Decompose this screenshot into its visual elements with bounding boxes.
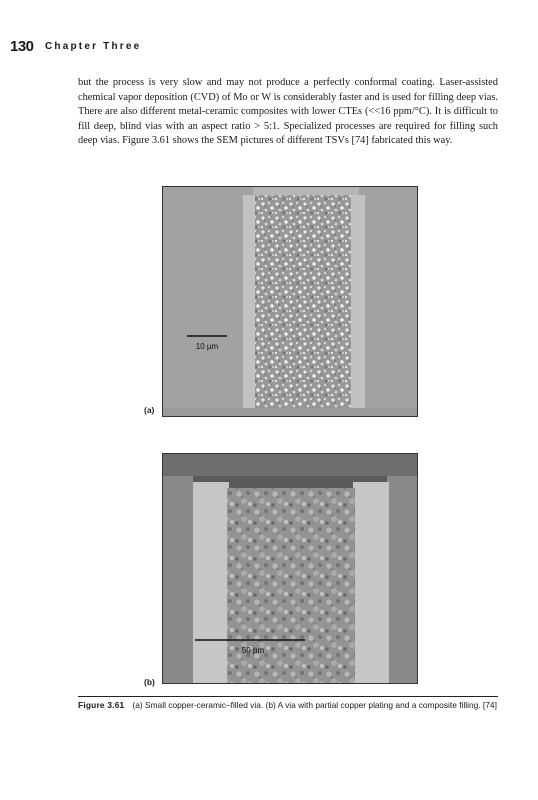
sem-image-b-graphic — [163, 454, 417, 683]
figure-caption-label: Figure 3.61 — [78, 700, 125, 710]
scale-bar-b-label: 50 µm — [241, 646, 265, 655]
caption-rule — [78, 696, 498, 697]
scale-bar-a-label: 10 µm — [195, 342, 219, 351]
panel-label-a: (a) — [144, 405, 155, 415]
panel-label-b: (b) — [144, 677, 155, 687]
sem-image-b — [162, 453, 418, 684]
figure-caption — [78, 700, 498, 711]
sem-image-a-graphic — [163, 187, 417, 416]
figure-caption-text: (a) Small copper-ceramic–filled via. (b) A via with partial copper plating and a composite filling. [74] — [132, 700, 497, 710]
page-number: 130 — [10, 38, 34, 55]
sem-image-a — [162, 186, 418, 417]
page-header — [10, 38, 530, 58]
body-paragraph: but the process is very slow and may not produce a perfectly conformal coating. Laser-assisted chemical vapor deposition (CVD) of Mo or W is considerably faster and is used for filling deep vias. There are also different metal-ceramic composites with lower CTEs (<<16 ppm/°C). It is difficult to fill deep, blind vias with an aspect ratio > 5:1. Specialized processes are required for filling such deep vias. Figure 3.61 shows the SEM pictures of different TSVs [74] fabricated this way. — [78, 77, 498, 147]
chapter-title: Chapter Three — [45, 41, 142, 52]
